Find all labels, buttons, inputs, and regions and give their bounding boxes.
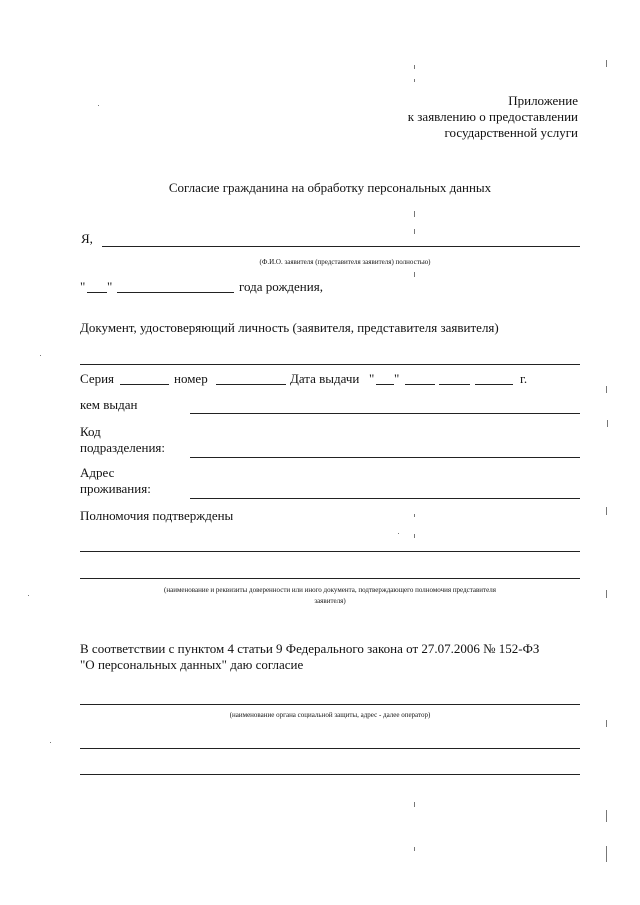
birth-year-label: года рождения, [239, 279, 323, 294]
scan-artifact-13 [606, 507, 607, 515]
appendix-line-3: государственной услуги [444, 125, 578, 140]
scan-artifact-17 [606, 846, 607, 862]
scan-dot-3 [398, 533, 399, 534]
appendix-line-1: Приложение [508, 93, 578, 108]
scan-artifact-12 [607, 420, 608, 427]
scan-artifact-1 [414, 65, 415, 69]
year-suffix: г. [520, 371, 528, 386]
number-label: номер [174, 371, 208, 386]
scan-artifact-5 [414, 272, 415, 277]
applicant-name-caption: (Ф.И.О. заявителя (представителя заявителя) полностью) [259, 258, 431, 266]
identity-document-label: Документ, удостоверяющий личность (заявителя, представителя заявителя) [80, 320, 499, 335]
authority-caption-line-2: заявителя) [314, 597, 346, 605]
department-code-line[interactable] [190, 457, 580, 458]
scan-artifact-9 [414, 847, 415, 851]
scan-dot-4 [50, 742, 51, 743]
issue-day-quote-open: " [369, 371, 375, 386]
series-line[interactable] [120, 384, 169, 385]
scan-artifact-11 [606, 386, 607, 393]
address-line[interactable] [190, 498, 580, 499]
identity-document-line[interactable] [80, 364, 580, 365]
operator-extra-line-2[interactable] [80, 774, 580, 775]
birth-month-line[interactable] [117, 292, 234, 293]
scan-artifact-16 [606, 810, 607, 822]
issued-by-label: кем выдан [80, 397, 138, 412]
scan-dot-2 [28, 595, 29, 596]
consent-law-line-2: "О персональных данных" даю согласие [80, 657, 304, 672]
issue-year-line[interactable] [475, 384, 513, 385]
number-line[interactable] [216, 384, 286, 385]
scan-artifact-8 [414, 802, 415, 807]
issue-month-line-part-1[interactable] [405, 384, 435, 385]
scan-dot-1 [98, 105, 99, 106]
scan-dot-5 [40, 355, 41, 356]
birth-quote-close: " [107, 279, 113, 294]
authority-label: Полномочия подтверждены [80, 508, 234, 523]
issue-month-line-part-2[interactable] [439, 384, 470, 385]
issue-date-label: Дата выдачи [290, 371, 360, 386]
authority-document-line-1[interactable] [80, 551, 580, 552]
department-code-label-line-1: Код [80, 424, 101, 439]
operator-caption: (наименование органа социальной защиты, адрес - далее оператор) [229, 711, 431, 719]
address-label-line-2: проживания: [80, 481, 151, 496]
document-title: Согласие гражданина на обработку персональных данных [168, 180, 492, 195]
department-code-label-line-2: подразделения: [80, 440, 166, 455]
consent-law-line-1: В соответствии с пунктом 4 статьи 9 Федерального закона от 27.07.2006 № 152-ФЗ [80, 641, 540, 656]
birth-quote-open: " [80, 279, 86, 294]
scan-artifact-14 [606, 590, 607, 598]
address-label-line-1: Адрес [80, 465, 115, 480]
issue-day-quote-close: " [394, 371, 400, 386]
birth-day-line[interactable] [87, 292, 107, 293]
series-label: Серия [80, 371, 115, 386]
authority-document-line-2[interactable] [80, 578, 580, 579]
scan-artifact-4 [414, 229, 415, 234]
appendix-line-2: к заявлению о предоставлении [407, 109, 578, 124]
scan-artifact-7 [414, 534, 415, 538]
authority-caption-line-1: (наименование и реквизиты доверенности или иного документа, подтверждающего полномочия представителя [164, 586, 496, 594]
operator-extra-line-1[interactable] [80, 748, 580, 749]
operator-line[interactable] [80, 704, 580, 705]
issue-day-line[interactable] [376, 384, 394, 385]
applicant-name-line[interactable] [102, 246, 580, 247]
scan-artifact-15 [606, 720, 607, 727]
scan-artifact-2 [414, 79, 415, 82]
applicant-prefix: Я, [81, 231, 93, 246]
issued-by-line[interactable] [190, 413, 580, 414]
scan-artifact-6 [414, 514, 415, 517]
scan-artifact-3 [414, 211, 415, 217]
scan-artifact-10 [606, 60, 607, 67]
